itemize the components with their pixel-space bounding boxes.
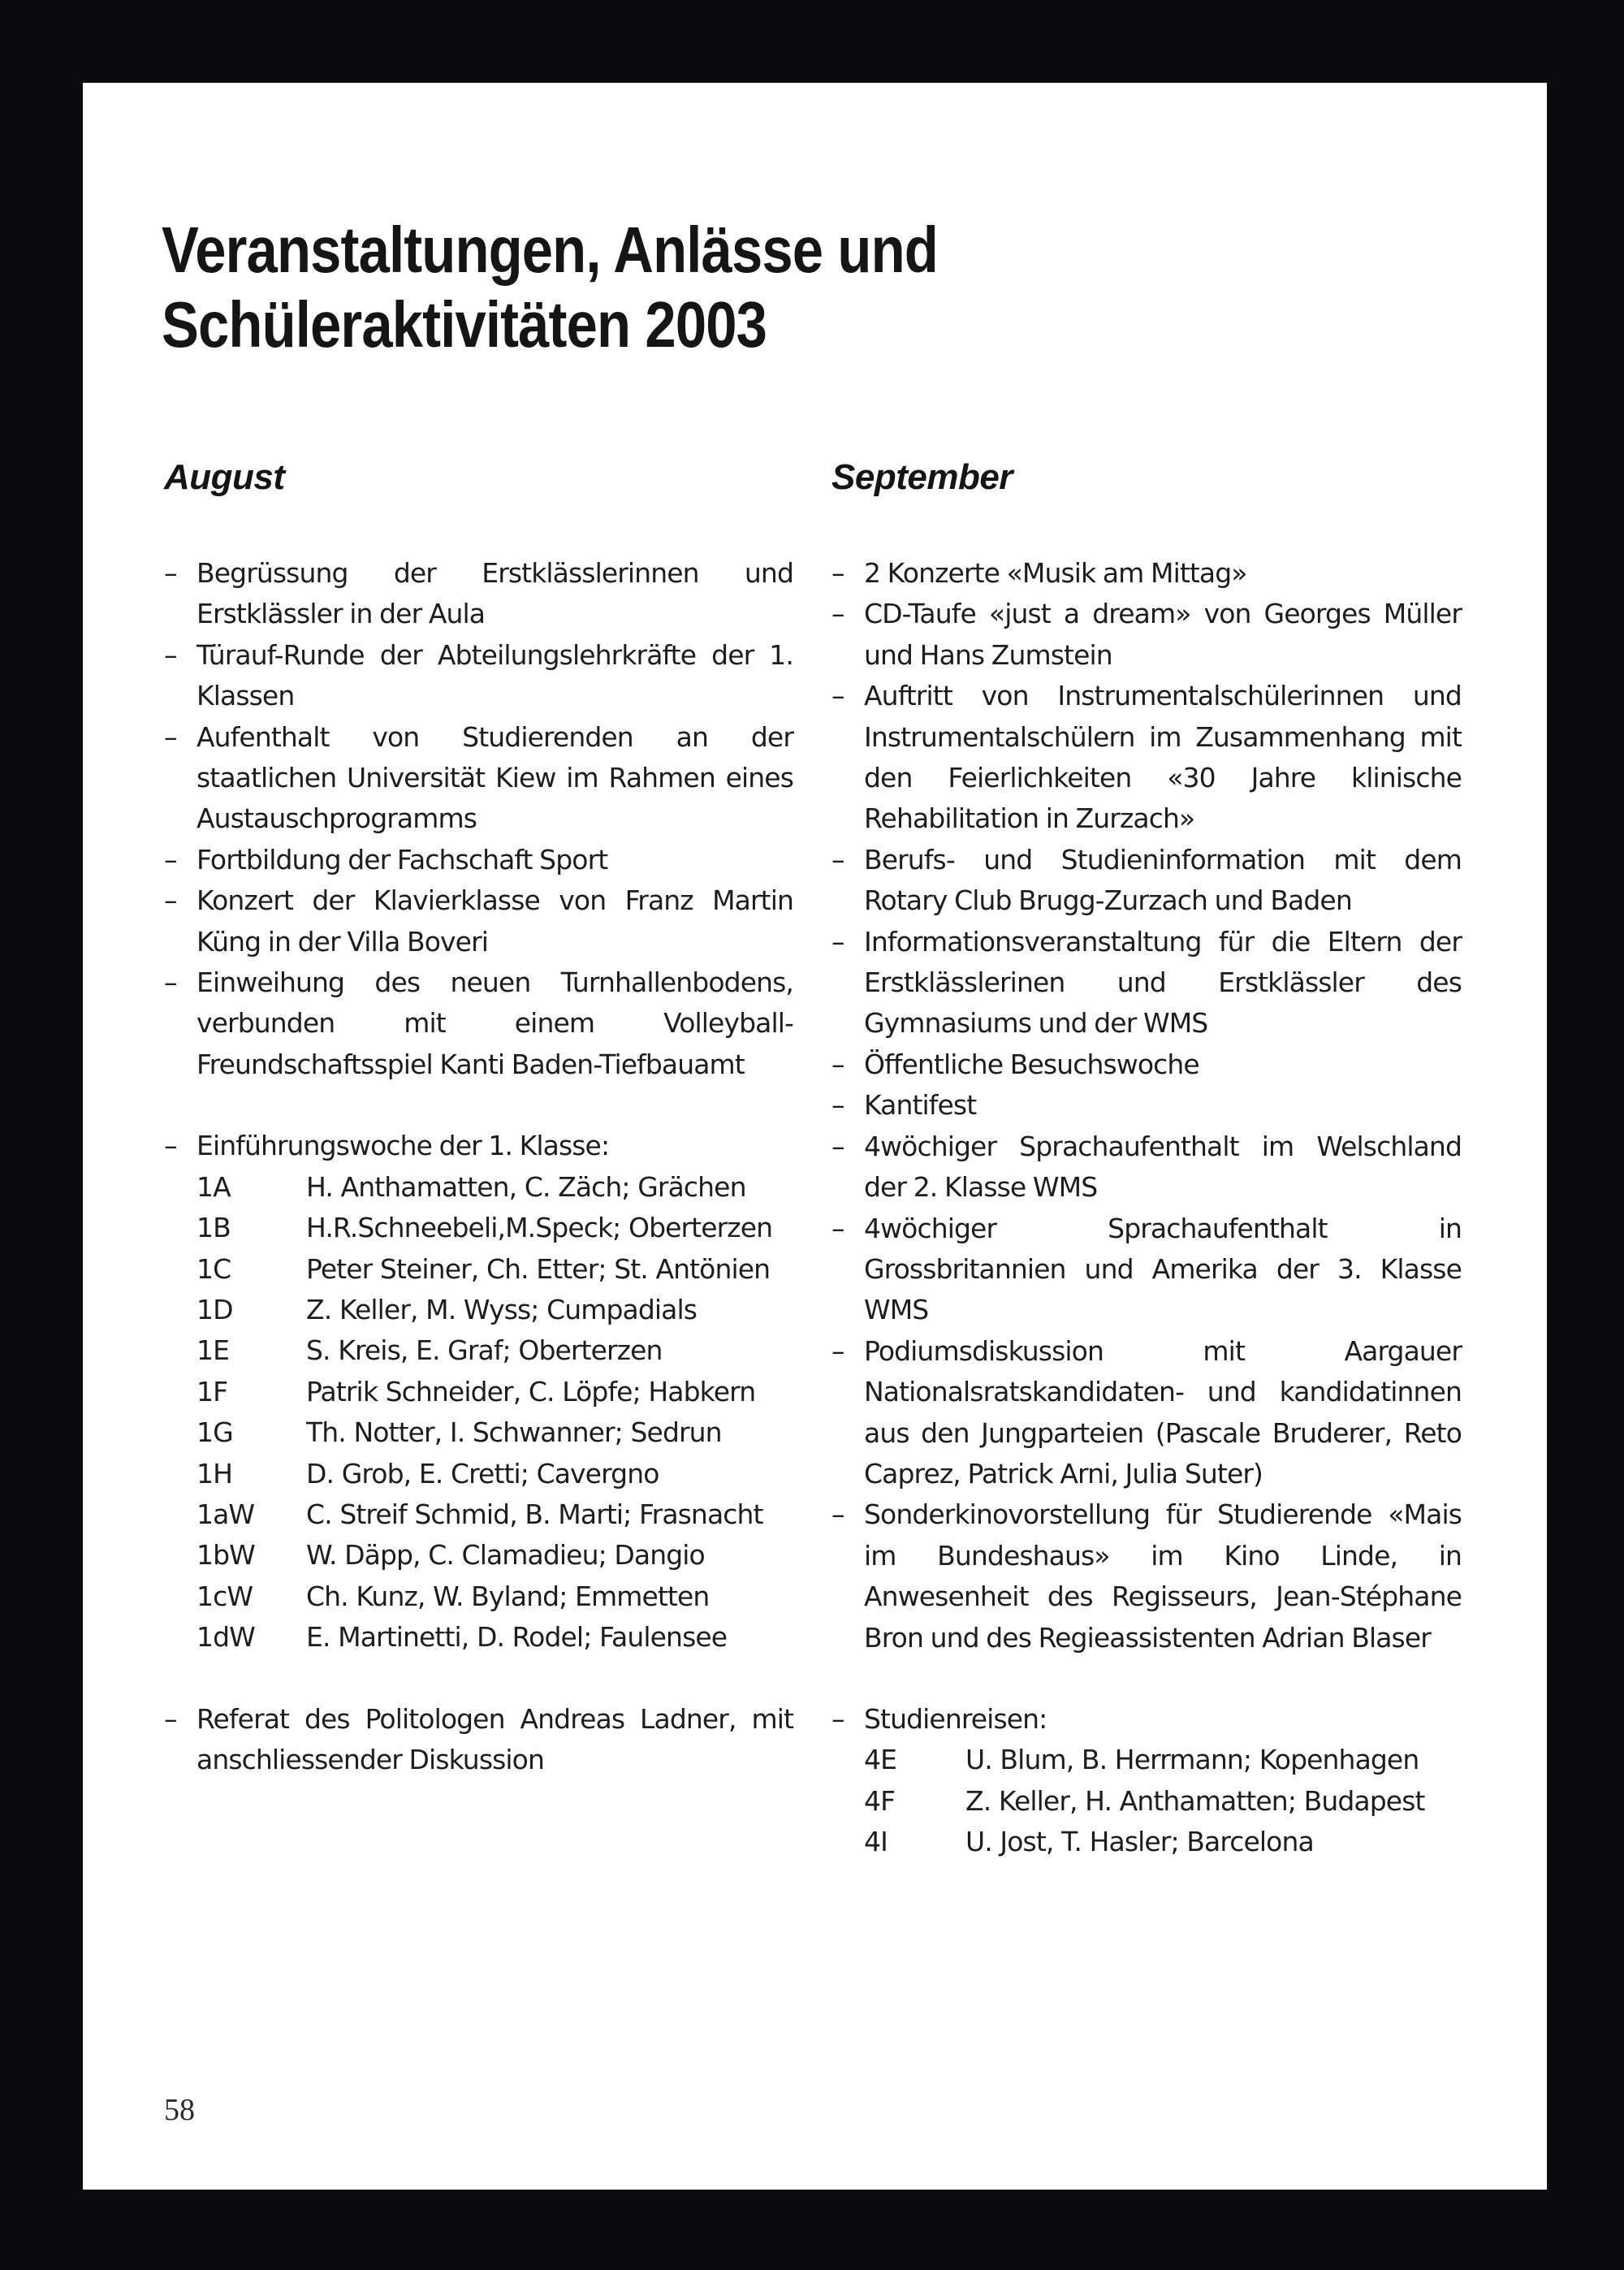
- september-heading: September: [831, 457, 1013, 497]
- class-row: [864, 1781, 1462, 1822]
- study-trips-event: [831, 1699, 1462, 1740]
- september-event: [831, 594, 1462, 676]
- dash-bullet-icon: –: [164, 638, 177, 671]
- dash-bullet-icon: –: [164, 966, 177, 999]
- dash-bullet-icon: –: [164, 557, 177, 589]
- class-row: [197, 1535, 793, 1576]
- intro-week-class-list: [164, 1167, 793, 1658]
- event-text: Kantifest: [864, 1089, 977, 1122]
- class-row: [197, 1617, 793, 1658]
- page-title-line-2: Schüleraktivitäten 2003: [162, 288, 767, 361]
- class-details: C. Streif Schmid, B. Marti; Frasnacht: [306, 1498, 763, 1530]
- dash-bullet-icon: –: [164, 843, 177, 876]
- class-details: Z. Keller, H. Anthamatten; Budapest: [965, 1784, 1425, 1817]
- dash-bullet-icon: –: [164, 720, 177, 753]
- class-details: H. Anthamatten, C. Zäch; Grächen: [306, 1170, 746, 1203]
- august-event: [164, 962, 793, 1085]
- september-event: [831, 1085, 1462, 1126]
- class-row: [197, 1330, 793, 1371]
- dash-bullet-icon: –: [831, 1498, 844, 1531]
- event-text: Fortbildung der Fachschaft Sport: [197, 843, 608, 876]
- event-text: 4wöchiger Sprachaufenthalt in Grossbritannien und Amerika der 3. Klasse WMS: [864, 1212, 1462, 1326]
- august-event: [164, 880, 793, 962]
- august-column: [164, 452, 793, 1780]
- september-event: [831, 553, 1462, 594]
- event-text: Auftritt von Instrumentalschülerinnen und Instrumentalschülern im Zusammenhang mit den Feierlichkeiten «30 Jahre klinische Rehabilitation in Zurzach»: [864, 680, 1462, 835]
- september-event: [831, 1494, 1462, 1658]
- class-details: Peter Steiner, Ch. Etter; St. Antönien: [306, 1252, 771, 1285]
- class-row: [197, 1249, 793, 1290]
- dash-bullet-icon: –: [831, 925, 844, 958]
- class-code: 1aW: [197, 1498, 255, 1530]
- dash-bullet-icon: –: [831, 1702, 844, 1735]
- event-text: Podiumsdiskussion mit Aargauer Nationalsratskandidaten- und kandidatinnen aus den Jungparteien (Pascale Bruderer, Reto Caprez, Patrick Arni, Julia Suter): [864, 1334, 1462, 1490]
- dash-bullet-icon: –: [831, 843, 844, 876]
- event-text: Berufs- und Studieninformation mit dem Rotary Club Brugg-Zurzach und Baden: [864, 843, 1462, 917]
- class-code: 1B: [197, 1212, 231, 1244]
- class-details: W. Däpp, C. Clamadieu; Dangio: [306, 1539, 705, 1572]
- class-code: 1dW: [197, 1621, 255, 1654]
- august-event: [164, 1699, 793, 1781]
- september-event: [831, 1126, 1462, 1209]
- study-trips-class-list: [831, 1740, 1462, 1862]
- class-code: 4I: [864, 1826, 888, 1858]
- class-code: 1F: [197, 1375, 228, 1407]
- september-event: [831, 1209, 1462, 1331]
- class-code: 1A: [197, 1170, 231, 1203]
- class-row: [197, 1208, 793, 1248]
- august-event: [164, 840, 793, 880]
- event-text: Referat des Politologen Andreas Ladner, mit anschliessender Diskussion: [197, 1702, 793, 1775]
- dash-bullet-icon: –: [831, 680, 844, 712]
- dash-bullet-icon: –: [831, 1089, 844, 1122]
- class-details: D. Grob, E. Cretti; Cavergno: [306, 1457, 659, 1490]
- class-row: [197, 1494, 793, 1535]
- dash-bullet-icon: –: [164, 884, 177, 917]
- class-row: [197, 1167, 793, 1208]
- class-details: H.R.Schneebeli,M.Speck; Oberterzen: [306, 1212, 773, 1244]
- august-event-list: [164, 553, 793, 1167]
- event-text: Türauf-Runde der Abteilungslehrkräfte der 1. Klassen: [197, 638, 793, 712]
- dash-bullet-icon: –: [831, 1130, 844, 1162]
- class-row: [864, 1822, 1462, 1862]
- class-code: 1C: [197, 1252, 231, 1285]
- study-trips-label: Studienreisen:: [864, 1702, 1047, 1735]
- class-code: 4E: [864, 1744, 897, 1776]
- dash-bullet-icon: –: [164, 1130, 177, 1162]
- page-number: 58: [164, 2093, 195, 2127]
- event-text: Öffentliche Besuchswoche: [864, 1048, 1199, 1080]
- dash-bullet-icon: –: [831, 557, 844, 589]
- class-code: 1G: [197, 1416, 233, 1449]
- august-heading: August: [164, 457, 285, 497]
- september-column: [831, 452, 1462, 1863]
- event-text: Aufenthalt von Studierenden an der staatlichen Universität Kiew im Rahmen eines Austauschprogramms: [197, 720, 793, 835]
- intro-week-label: Einführungswoche der 1. Klasse:: [197, 1130, 610, 1162]
- september-event: [831, 1044, 1462, 1085]
- event-text: Sonderkinovorstellung für Studierende «Mais im Bundeshaus» im Kino Linde, in Anwesenheit des Regisseurs, Jean-Stéphane Bron und des Regieassistenten Adrian Blaser: [864, 1498, 1462, 1654]
- class-row: [864, 1740, 1462, 1780]
- page-title-line-1: Veranstaltungen, Anlässe und: [162, 214, 938, 286]
- page-title: [162, 213, 1139, 362]
- class-details: E. Martinetti, D. Rodel; Faulensee: [306, 1621, 728, 1654]
- class-code: 1bW: [197, 1539, 255, 1572]
- class-details: Z. Keller, M. Wyss; Cumpadials: [306, 1293, 698, 1325]
- class-details: Patrik Schneider, C. Löpfe; Habkern: [306, 1375, 756, 1407]
- intro-week-event: [164, 1126, 793, 1166]
- september-event: [831, 1331, 1462, 1495]
- september-event: [831, 922, 1462, 1044]
- dash-bullet-icon: –: [831, 598, 844, 630]
- event-text: Informationsveranstaltung für die Eltern der Erstklässlerinen und Erstklässler des Gymnasiums und der WMS: [864, 925, 1462, 1040]
- september-event-list: [831, 553, 1462, 1740]
- august-event: [164, 717, 793, 840]
- september-event: [831, 676, 1462, 840]
- class-code: 4F: [864, 1784, 896, 1817]
- class-details: S. Kreis, E. Graf; Oberterzen: [306, 1334, 663, 1367]
- class-code: 1H: [197, 1457, 233, 1490]
- class-code: 1D: [197, 1293, 233, 1325]
- dash-bullet-icon: –: [831, 1334, 844, 1367]
- event-text: CD-Taufe «just a dream» von Georges Müller und Hans Zumstein: [864, 598, 1462, 671]
- event-text: 4wöchiger Sprachaufenthalt im Welschland der 2. Klasse WMS: [864, 1130, 1462, 1204]
- class-details: Ch. Kunz, W. Byland; Emmetten: [306, 1580, 710, 1612]
- september-event: [831, 840, 1462, 922]
- class-row: [197, 1412, 793, 1453]
- event-text: Einweihung des neuen Turnhallenbodens, verbunden mit einem Volleyball-Freundschaftsspiel Kanti Baden-Tiefbauamt: [197, 966, 793, 1080]
- august-event: [164, 635, 793, 717]
- dash-bullet-icon: –: [831, 1212, 844, 1244]
- event-text: 2 Konzerte «Musik am Mittag»: [864, 557, 1247, 589]
- dash-bullet-icon: –: [164, 1702, 177, 1735]
- august-closing-list: [164, 1699, 793, 1781]
- august-event: [164, 553, 793, 635]
- class-row: [197, 1576, 793, 1617]
- event-text: Konzert der Klavierklasse von Franz Martin Küng in der Villa Boveri: [197, 884, 793, 958]
- document-page: [83, 83, 1547, 2190]
- dash-bullet-icon: –: [831, 1048, 844, 1080]
- class-row: [197, 1454, 793, 1494]
- class-row: [197, 1372, 793, 1412]
- event-text: Begrüssung der Erstklässlerinnen und Erstklässler in der Aula: [197, 557, 793, 630]
- class-details: U. Blum, B. Herrmann; Kopenhagen: [965, 1744, 1419, 1776]
- class-row: [197, 1290, 793, 1330]
- class-code: 1cW: [197, 1580, 253, 1612]
- class-details: U. Jost, T. Hasler; Barcelona: [965, 1826, 1314, 1858]
- class-code: 1E: [197, 1334, 230, 1367]
- class-details: Th. Notter, I. Schwanner; Sedrun: [306, 1416, 722, 1449]
